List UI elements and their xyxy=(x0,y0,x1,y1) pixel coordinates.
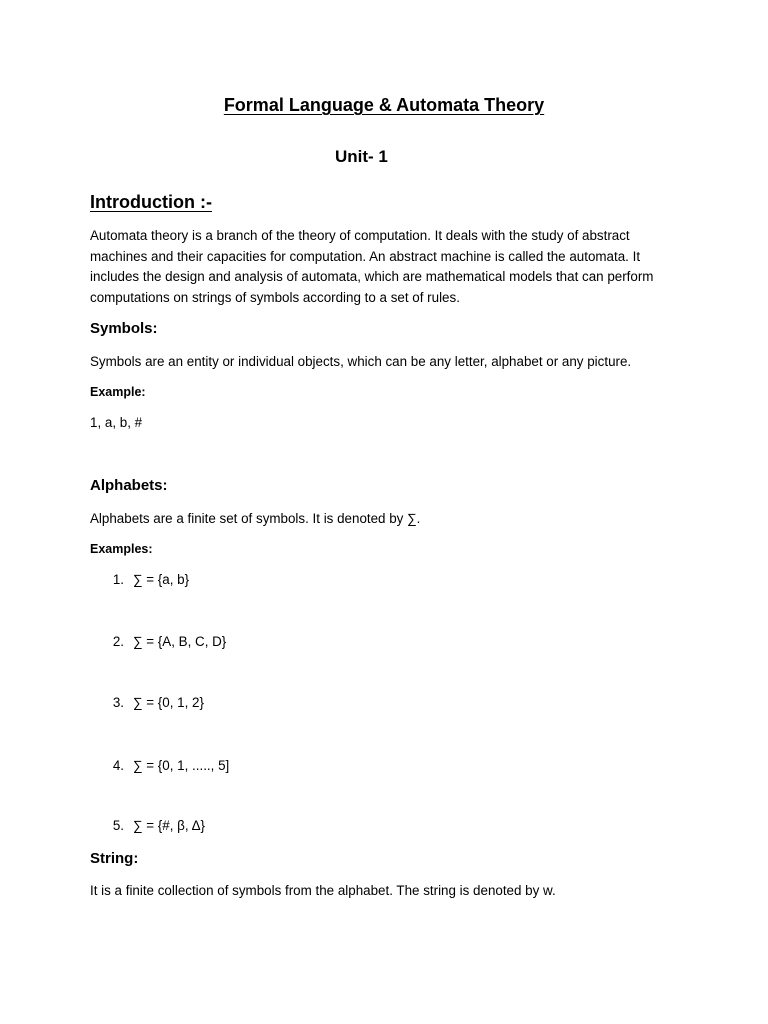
unit-title: Unit- 1 xyxy=(335,147,388,166)
list-item-number: 4. xyxy=(112,758,124,773)
list-item-number: 3. xyxy=(112,695,124,710)
symbols-definition: Symbols are an entity or individual objects, which can be any letter, alphabet or any picture. xyxy=(90,354,632,369)
list-item: ∑ = {0, 1, ....., 5] xyxy=(133,758,230,773)
alphabets-examples-label: Examples: xyxy=(90,542,153,556)
list-item-number: 5. xyxy=(112,818,124,833)
document-title: Formal Language & Automata Theory xyxy=(223,95,545,115)
list-item: ∑ = {a, b} xyxy=(133,572,190,587)
list-item: ∑ = {A, B, C, D} xyxy=(133,634,227,649)
string-heading: String: xyxy=(90,850,139,867)
introduction-paragraph: Automata theory is a branch of the theory of computation. It deals with the study of abstract machines and their capacities for computation. An abstract machine is called the automata. It includes the design and analysis of automata, which are mathematical models that can perform computations on strings of symbols according to a set of rules. xyxy=(90,228,654,305)
list-item-number: 1. xyxy=(112,572,124,587)
list-item-number: 2. xyxy=(112,634,124,649)
symbols-example-label: Example: xyxy=(90,385,146,399)
list-item: ∑ = {#, β, Δ} xyxy=(133,818,205,833)
symbols-heading: Symbols: xyxy=(90,320,158,337)
introduction-heading: Introduction :- xyxy=(90,192,212,212)
list-item: ∑ = {0, 1, 2} xyxy=(133,695,204,710)
string-definition: It is a finite collection of symbols from the alphabet. The string is denoted by w. xyxy=(90,883,556,898)
alphabets-heading: Alphabets: xyxy=(90,477,168,494)
symbols-example-value: 1, a, b, # xyxy=(90,415,143,430)
alphabets-definition: Alphabets are a finite set of symbols. It is denoted by ∑. xyxy=(90,511,421,526)
